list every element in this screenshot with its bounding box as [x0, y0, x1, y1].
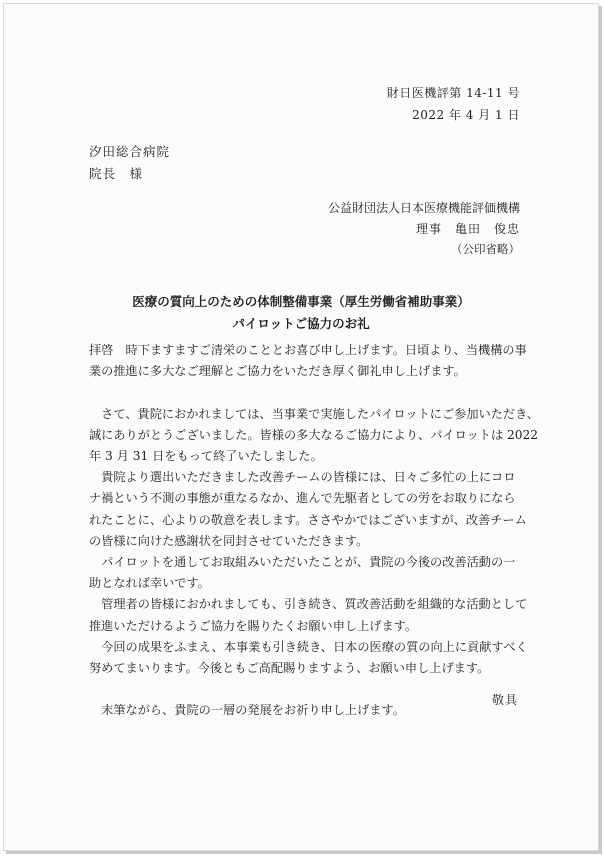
closing-remark: 敬具	[491, 693, 518, 707]
paragraph-team	[89, 467, 529, 552]
seal-note: （公印省略）	[451, 242, 520, 256]
body-line: 年 3 月 31 日をもって終了いたしました。	[89, 449, 323, 463]
body-line: 助となれば幸いです。	[89, 576, 210, 591]
letter-body	[89, 340, 539, 722]
body-line: 誠にありがとうございました。皆様の多大なるご協力により、パイロットは 2022	[89, 427, 539, 442]
body-line: 貴院より選出いただきました改善チームの皆様には、日々ご多忙の上にコロ	[89, 470, 516, 485]
recipient-hospital: 汐田総合病院	[89, 144, 171, 159]
paragraph-managers	[89, 594, 529, 636]
body-line: 努めてまいります。今後ともご高配賜りますよう、お願い申し上げます。	[89, 661, 490, 676]
body-line: れたことに、心よりの敬意を表します。ささやかではございますが、改善チーム	[89, 512, 527, 527]
letter-page	[3, 3, 599, 851]
body-line: ナ禍という不測の事態が重なるなか、進んで先駆者としての労をお取りになら	[89, 491, 516, 506]
body-line: 管理者の皆様におかれましても、引き続き、質改善活動を組織的な活動として	[89, 597, 528, 612]
body-line: パイロットを通してお取組みいただいたことが、貴院の今後の改善活動の一	[89, 555, 516, 570]
body-line: 業の推進に多大なご理解とご協力をいただき厚く御礼申し上げます。	[89, 364, 466, 379]
document-number: 財日医機評第 14-11 号	[386, 86, 520, 100]
body-line: の皆様に向けた感謝状を同封させていただきます。	[89, 533, 369, 548]
paragraph-closing	[89, 700, 529, 721]
sender-name: 理事 亀田 俊忠	[415, 222, 520, 236]
body-line: 推進いただけるようご協力を賜りたくお願い申し上げます。	[89, 618, 418, 633]
letter-subtitle: パイロットご協力のお礼	[232, 316, 370, 331]
sender-organization: 公益財団法人日本医療機能評価機構	[327, 201, 520, 215]
paragraph-thanks	[89, 404, 539, 468]
body-line: さて、貴院におかれましては、当事業で実施したパイロットにご参加いただき、	[89, 406, 539, 421]
paragraph-hope	[89, 552, 529, 594]
paragraph-greeting	[89, 340, 529, 382]
body-line: 今回の成果をふまえ、本事業も引き続き、日本の医療の質の向上に貢献すべく	[89, 639, 528, 654]
letter-title: 医療の質向上のための体制整備事業（厚生労働省補助事業）	[132, 294, 470, 309]
body-line: 拝啓 時下ますますご清栄のこととお喜び申し上げます。日頃より、当機構の事	[89, 343, 527, 357]
document-date: 2022 年 4 月 1 日	[412, 108, 520, 122]
body-line: 末筆ながら、貴院の一層の発展をお祈り申し上げます。	[89, 703, 405, 718]
recipient-title: 院長 様	[89, 166, 144, 181]
paragraph-outcome	[89, 637, 529, 679]
